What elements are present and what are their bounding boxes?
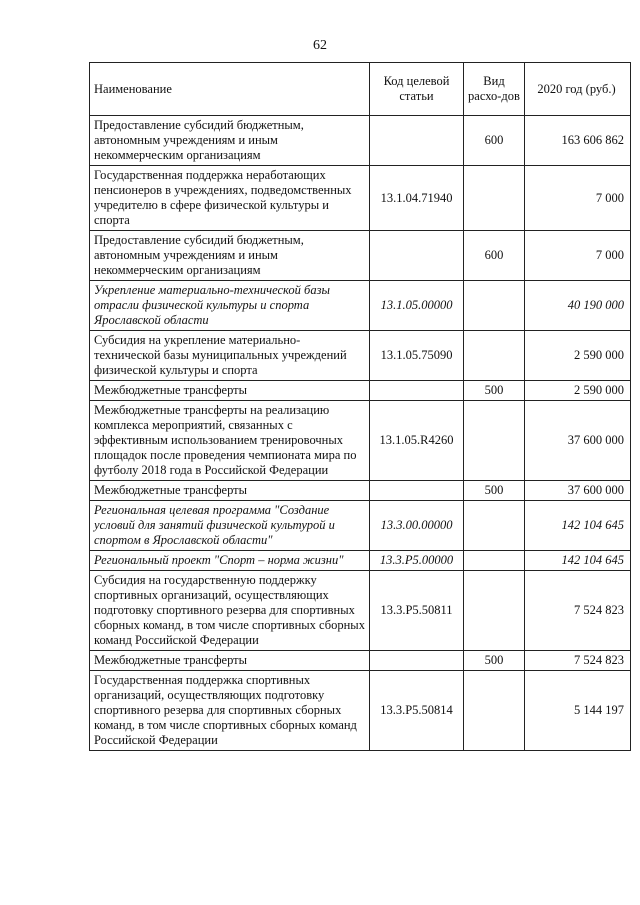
cell-code: 13.3.P5.00000 [370,551,464,571]
cell-code: 13.1.04.71940 [370,166,464,231]
cell-amount: 163 606 862 [525,116,631,166]
cell-code [370,116,464,166]
cell-type: 600 [464,116,525,166]
cell-amount: 7 524 823 [525,651,631,671]
table-row [90,166,631,231]
cell-type [464,331,525,381]
table-row [90,671,631,751]
cell-code [370,231,464,281]
header-code: Код целевой статьи [370,63,464,116]
cell-name: Межбюджетные трансферты [90,481,370,501]
table-row [90,331,631,381]
table-row [90,481,631,501]
header-type: Вид расхо-дов [464,63,525,116]
cell-amount: 142 104 645 [525,501,631,551]
cell-code: 13.3.P5.50814 [370,671,464,751]
cell-type [464,166,525,231]
header-name: Наименование [90,63,370,116]
cell-type: 500 [464,481,525,501]
header-amount: 2020 год (руб.) [525,63,631,116]
budget-table [89,62,631,751]
cell-amount: 7 524 823 [525,571,631,651]
cell-name: Предоставление субсидий бюджетным, автономным учреждениям и иным некоммерческим организациям [90,231,370,281]
page-number: 62 [313,38,327,53]
table-row [90,231,631,281]
cell-code: 13.1.05.75090 [370,331,464,381]
cell-amount: 37 600 000 [525,401,631,481]
cell-amount: 37 600 000 [525,481,631,501]
cell-type [464,501,525,551]
cell-code [370,481,464,501]
table-row [90,651,631,671]
cell-type: 500 [464,651,525,671]
cell-code [370,381,464,401]
table-row [90,381,631,401]
cell-amount: 2 590 000 [525,381,631,401]
cell-type [464,281,525,331]
table-header-row [90,63,631,116]
cell-amount: 5 144 197 [525,671,631,751]
cell-code: 13.3.00.00000 [370,501,464,551]
cell-amount: 7 000 [525,231,631,281]
cell-type [464,551,525,571]
cell-name: Межбюджетные трансферты на реализацию комплекса мероприятий, связанных с эффективным использованием тренировочных площадок после проведения чемпионата мира по футболу 2018 года в Российской Федерации [90,401,370,481]
table-row [90,281,631,331]
cell-name: Субсидия на государственную поддержку спортивных организаций, осуществляющих подготовку спортивного резерва для спортивных сборных команд, в том числе спортивных сборных команд Российской Федерации [90,571,370,651]
cell-amount: 2 590 000 [525,331,631,381]
table-row [90,571,631,651]
cell-name: Укрепление материально-технической базы отрасли физической культуры и спорта Ярославской области [90,281,370,331]
cell-name: Государственная поддержка неработающих пенсионеров в учреждениях, подведомственных учредителю в сфере физической культуры и спорта [90,166,370,231]
table-row [90,501,631,551]
cell-name: Региональный проект "Спорт – норма жизни" [90,551,370,571]
table-row [90,401,631,481]
cell-code: 13.1.05.00000 [370,281,464,331]
cell-type [464,571,525,651]
cell-code: 13.3.P5.50811 [370,571,464,651]
cell-type: 500 [464,381,525,401]
cell-name: Региональная целевая программа "Создание условий для занятий физической культурой и спортом в Ярославской области" [90,501,370,551]
cell-name: Государственная поддержка спортивных организаций, осуществляющих подготовку спортивного резерва для спортивных сборных команд, в том числе спортивных сборных команд Российской Федерации [90,671,370,751]
cell-amount: 40 190 000 [525,281,631,331]
cell-amount: 142 104 645 [525,551,631,571]
cell-amount: 7 000 [525,166,631,231]
table-row [90,116,631,166]
cell-code [370,651,464,671]
cell-type [464,401,525,481]
cell-type [464,671,525,751]
table-row [90,551,631,571]
cell-type: 600 [464,231,525,281]
cell-name: Предоставление субсидий бюджетным, автономным учреждениям и иным некоммерческим организациям [90,116,370,166]
cell-name: Межбюджетные трансферты [90,381,370,401]
cell-code: 13.1.05.R4260 [370,401,464,481]
cell-name: Субсидия на укрепление материально-технической базы муниципальных учреждений физической культуры и спорта [90,331,370,381]
cell-name: Межбюджетные трансферты [90,651,370,671]
